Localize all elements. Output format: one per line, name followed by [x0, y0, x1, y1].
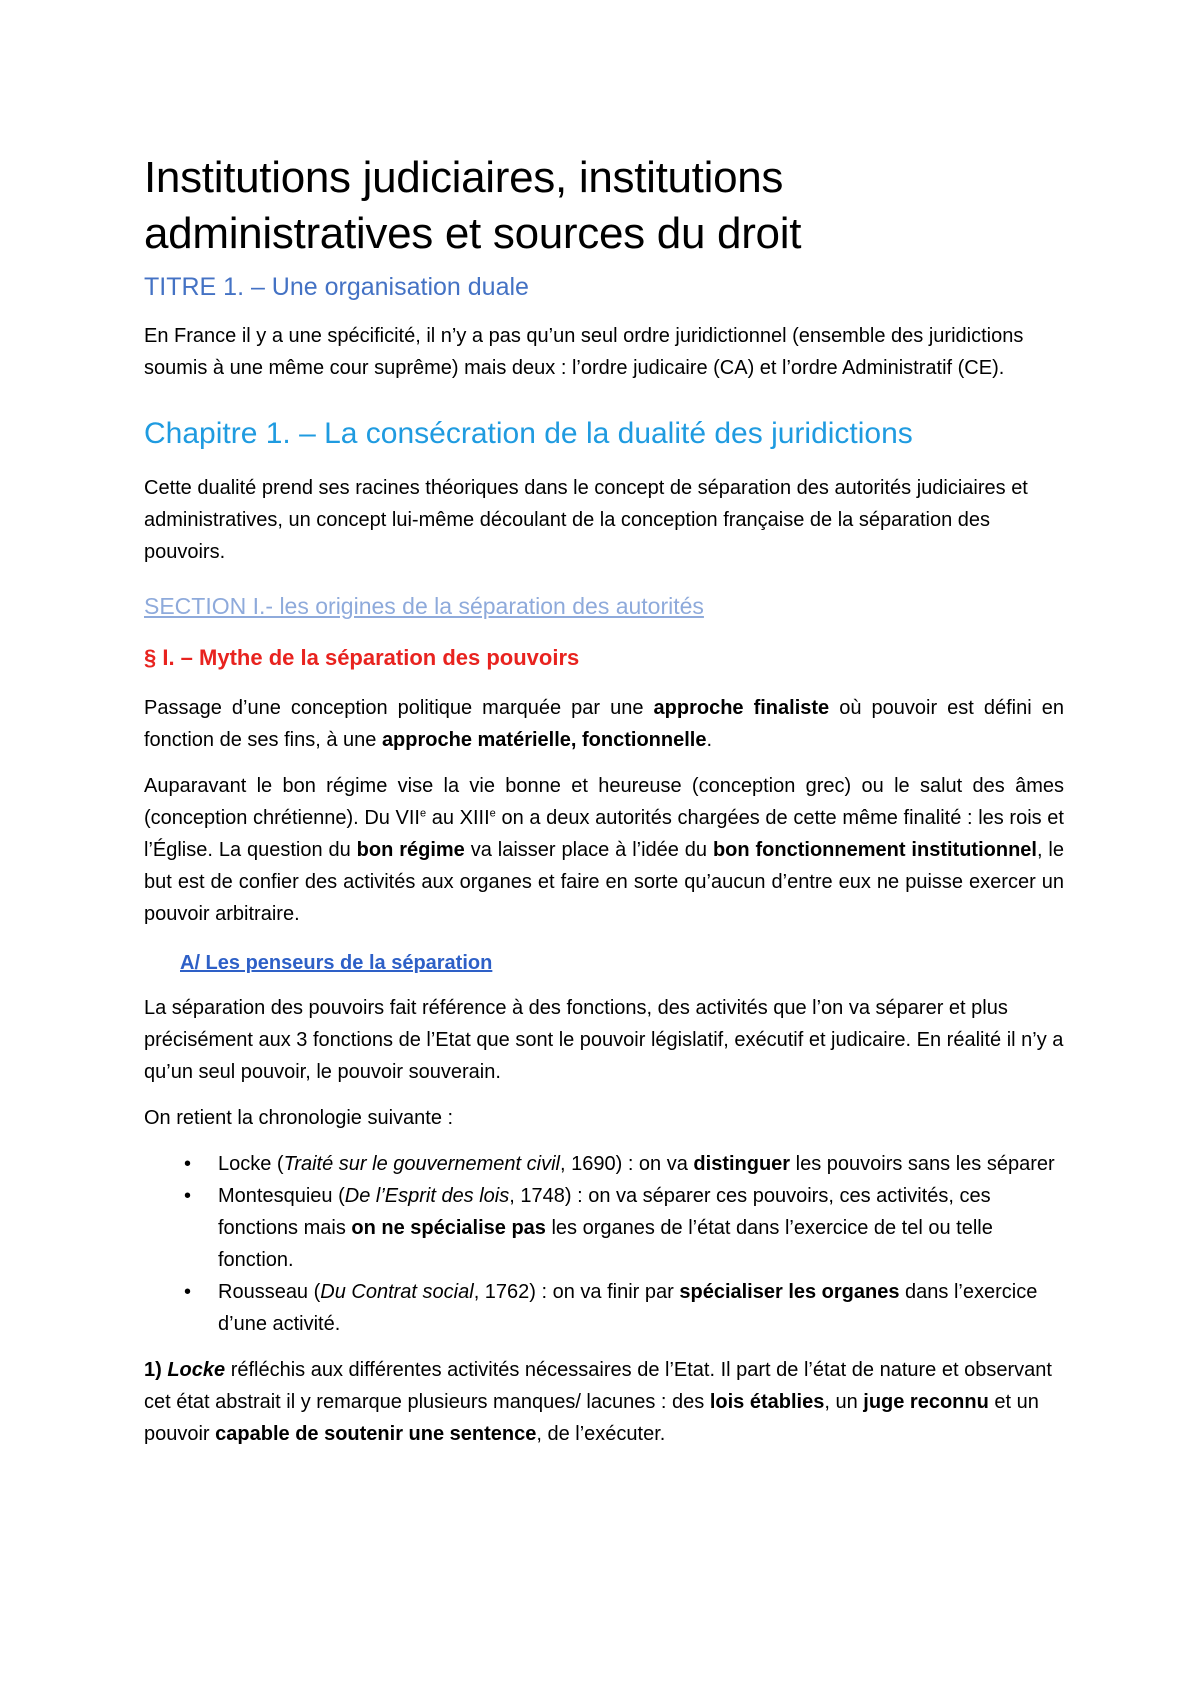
bullet-text: , 1762) : on va finir par [473, 1281, 680, 1303]
titre-1-heading: TITRE 1. – Une organisation duale [144, 273, 529, 301]
auparavant-bold-1: bon régime [356, 839, 465, 861]
bullet-italic: Traité sur le gouvernement civil [283, 1153, 560, 1175]
passage-text-2: où pouvoir est défini en fonction de ses fins, à une [144, 697, 1064, 751]
section-1-heading: SECTION I.- les origines de la séparation des autorités [144, 593, 704, 619]
intro-paragraph: En France il y a une spécificité, il n’y a pas qu’un seul ordre juridictionnel (ensemble des juridictions soumis à une même cour suprême) mais deux : l’ordre judicaire (CA) et l’ordre Administratif (CE). [144, 325, 1024, 379]
bullet-bold: distinguer [693, 1153, 791, 1175]
bullet-text: , 1748) : on va séparer ces pouvoirs, ces activités, ces fonctions mais [218, 1185, 991, 1239]
bullet-icon: • [184, 1281, 192, 1303]
paragraphe-1-heading: § I. – Mythe de la séparation des pouvoirs [144, 645, 580, 670]
list-item [144, 1276, 1064, 1340]
locke-bold-1: lois établies [709, 1391, 825, 1413]
document-title-line2: administratives et sources du droit [144, 209, 802, 258]
passage-text-3: . [706, 729, 713, 751]
bullet-text: les organes de l’état dans l’exercice de tel ou telle fonction. [218, 1217, 993, 1271]
locke-text-2: , un [824, 1391, 864, 1413]
locke-text-4: , de l’exécuter. [536, 1423, 666, 1445]
subheading-a: A/ Les penseurs de la séparation [180, 952, 493, 974]
bullet-bold: on ne spécialise pas [351, 1217, 546, 1239]
locke-paragraph [144, 1354, 1064, 1450]
auparavant-sup-1: e [419, 807, 427, 820]
chapitre-1-heading: Chapitre 1. – La consécration de la dualité des juridictions [144, 417, 913, 450]
bullet-bold: spécialiser les organes [679, 1281, 900, 1303]
chronologie-list [144, 1148, 1064, 1340]
passage-text-1: Passage d’une conception politique marquée par une [144, 697, 654, 719]
auparavant-text-3: on a deux autorités chargées de cette même finalité : les rois et l’Église. La question du [144, 807, 1064, 861]
auparavant-text-2: au XIII [426, 807, 490, 829]
separation-paragraph: La séparation des pouvoirs fait référence à des fonctions, des activités que l’on va séparer et plus précisément aux 3 fonctions de l’Etat que sont le pouvoir législatif, exécutif et judicaire. En réalité il n’y a qu’un seul pouvoir, le pouvoir souverain. [144, 997, 1064, 1083]
chapitre-1-paragraph: Cette dualité prend ses racines théoriques dans le concept de séparation des autorités judiciaires et administratives, un concept lui-même découlant de la conception française de la séparation des pouvoirs. [144, 477, 1028, 563]
document-title [144, 150, 1064, 262]
locke-text-3: et un pouvoir [144, 1391, 1039, 1445]
bullet-text: , 1690) : on va [560, 1153, 694, 1175]
locke-bold-3: capable de soutenir une sentence [215, 1423, 537, 1445]
passage-bold-2: approche matérielle, fonctionnelle [381, 729, 707, 751]
locke-text-1: réfléchis aux différentes activités nécessaires de l’Etat. Il part de l’état de nature et observant cet état abstrait il y remarque plusieurs manques/ lacunes : des [144, 1359, 1052, 1413]
bullet-icon: • [184, 1153, 192, 1175]
bullet-text: Rousseau ( [218, 1281, 321, 1303]
locke-bold-2: juge reconnu [863, 1391, 989, 1413]
auparavant-bold-2: bon fonctionnement institutionnel [712, 839, 1037, 861]
bullet-italic: De l’Esprit des lois [344, 1185, 510, 1207]
list-item [144, 1148, 1064, 1180]
document-content [144, 150, 1064, 1464]
locke-number: 1) [144, 1359, 168, 1381]
bullet-text: dans l’exercice d’une activité. [218, 1281, 1038, 1335]
bullet-italic: Du Contrat social [320, 1281, 474, 1303]
passage-paragraph [144, 692, 1064, 756]
list-item [144, 1180, 1064, 1276]
auparavant-sup-2: e [489, 807, 496, 820]
auparavant-text-4: va laisser place à l’idée du [464, 839, 713, 861]
auparavant-text-1: Auparavant le bon régime vise la vie bonne et heureuse (conception grec) ou le salut des âmes (conception chrétienne). Du VII [144, 775, 1064, 829]
bullet-text: Montesquieu ( [218, 1185, 345, 1207]
passage-bold-1: approche finaliste [653, 697, 830, 719]
auparavant-text-5: , le but est de confier des activités aux organes et faire en sorte qu’aucun d’entre eux ne puisse exercer un pouvoir arbitraire. [144, 839, 1064, 925]
locke-name: Locke [167, 1359, 226, 1381]
bullet-text: Locke ( [218, 1153, 284, 1175]
document-title-line1: Institutions judiciaires, institutions [144, 153, 784, 202]
auparavant-paragraph [144, 770, 1064, 930]
bullet-text: les pouvoirs sans les séparer [790, 1153, 1055, 1175]
chronologie-paragraph: On retient la chronologie suivante : [144, 1107, 454, 1129]
bullet-icon: • [184, 1185, 192, 1207]
